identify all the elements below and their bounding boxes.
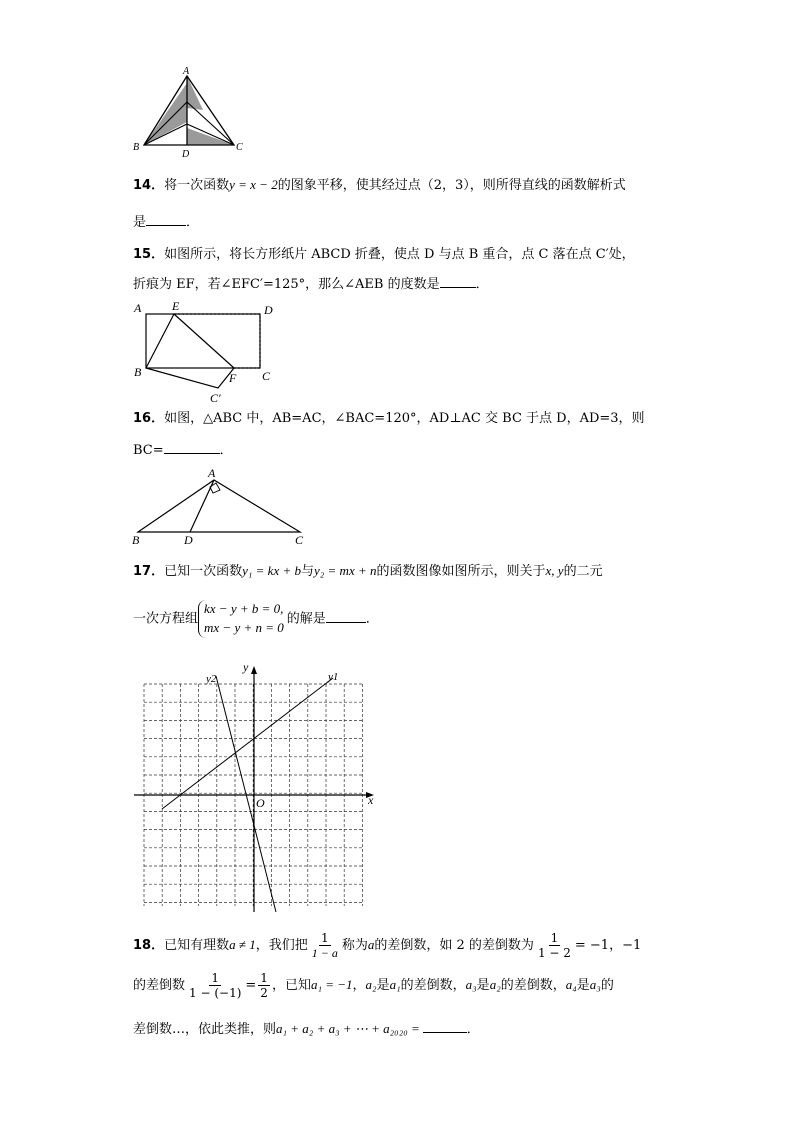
origin-label: O <box>256 796 265 810</box>
equation-system: kx − y + b = 0, mx − y + n = 0 <box>198 600 284 638</box>
fraction-1-over-1-minus-neg1: $\frac{1}{1 - (-1)}$ <box>189 971 242 1000</box>
label-a: A <box>208 466 216 480</box>
rectangle-abcd <box>146 314 260 368</box>
crease-ef <box>174 314 234 368</box>
answer-blank[interactable] <box>164 453 220 454</box>
question-17-line-1: 17．已知一次函数y₁ = kx + b与y₂ = mx + n的函数图像如图所示，则关于x, y的二元 <box>133 563 603 579</box>
label-d: D <box>182 149 190 159</box>
formula: y = x − 2 <box>229 177 278 192</box>
label-c-prime: C′ <box>210 391 221 405</box>
question-15-line-2: 折痕为 EF，若∠EFC′=125°，那么∠AEB 的度数是 ． <box>133 277 489 292</box>
answer-blank[interactable] <box>440 287 476 288</box>
unfolded-part-dotted <box>174 314 260 368</box>
line-y1-label: y1 <box>328 671 339 683</box>
question-18-line-2: 的差倒数 $\frac{1}{1 - (-1)}$ = $\frac{1}{2}$ ，已知a₁ = −1，a₂是a₁的差倒数，a₃是a₂的差倒数，a₄是a₃的 <box>133 971 614 1000</box>
obtuse-triangle-figure <box>130 466 320 548</box>
folded-flap <box>146 368 234 388</box>
question-number: 17． <box>133 564 165 579</box>
answer-blank[interactable] <box>146 225 186 226</box>
question-14-line-1: 14．将一次函数y = x − 2的图象平移，使其经过点（2，3），则所得直线的函数解析式 <box>133 177 626 193</box>
line-y2-label: y2 <box>206 673 217 685</box>
label-a: A <box>183 66 190 77</box>
label-f: F <box>229 371 237 385</box>
question-number: 14． <box>133 178 165 193</box>
label-c: C <box>295 533 304 547</box>
triangle-figure-13 <box>130 64 250 159</box>
y-axis-label: y <box>243 660 249 674</box>
question-18-line-3: 差倒数…，依此类推，则a₁ + a₂ + a₃ + ⋯ + a₂₀₂₀ = ． <box>133 1021 480 1037</box>
sum-expression: a₁ + a₂ + a₃ + ⋯ + a₂₀₂₀ = <box>276 1021 420 1036</box>
x-axis-label: x <box>368 793 374 807</box>
function-y2: y₂ = mx + n <box>314 563 377 578</box>
label-c: C <box>262 369 271 383</box>
question-number: 15． <box>133 247 165 262</box>
folded-rectangle-figure <box>128 298 288 406</box>
label-d: D <box>264 303 273 317</box>
label-a: A <box>134 301 142 315</box>
question-14-line-2: 是 ． <box>133 215 200 230</box>
function-graph <box>130 658 380 918</box>
line-y2 <box>216 676 276 912</box>
segment-be <box>146 314 174 368</box>
label-d: D <box>184 533 193 547</box>
answer-blank[interactable] <box>326 622 366 623</box>
question-18-line-1: 18．已知有理数a ≠ 1，我们把 $\frac{1}{1 - a}$ 称为a的差倒数，如 2 的差倒数为 $\frac{1}{1 - 2}$ = −1，−1 <box>133 931 642 960</box>
question-number: 16． <box>133 411 165 426</box>
label-b: B <box>134 365 142 379</box>
y-axis-arrow <box>251 666 257 674</box>
line-y1 <box>162 678 333 809</box>
question-15-line-1: 15．如图所示，将长方形纸片 ABCD 折叠，使点 D 与点 B 重合，点 C 落在点 C′处， <box>133 247 635 262</box>
answer-blank[interactable] <box>423 1032 467 1033</box>
function-y1: y₁ = kx + b <box>242 563 301 578</box>
label-e: E <box>172 299 180 313</box>
fraction-1-over-1-minus-a: $\frac{1}{1 - a}$ <box>311 931 338 960</box>
question-16-line-1: 16．如图，△ABC 中，AB=AC，∠BAC=120°，AD⊥AC 交 BC 于点 D，AD=3，则 <box>133 411 645 426</box>
label-b: B <box>132 533 140 547</box>
label-c: C <box>236 142 243 153</box>
fraction-1-over-1-minus-2: $\frac{1}{1 - 2}$ <box>537 931 571 960</box>
fraction-1-over-2: $\frac{1}{2}$ <box>260 971 268 1000</box>
question-number: 18． <box>133 938 165 953</box>
question-16-line-2: BC= ． <box>133 443 233 458</box>
label-b: B <box>133 142 140 153</box>
question-17-line-2: 一次方程组kx − y + b = 0, mx − y + n = 0的解是 ． <box>133 600 379 638</box>
